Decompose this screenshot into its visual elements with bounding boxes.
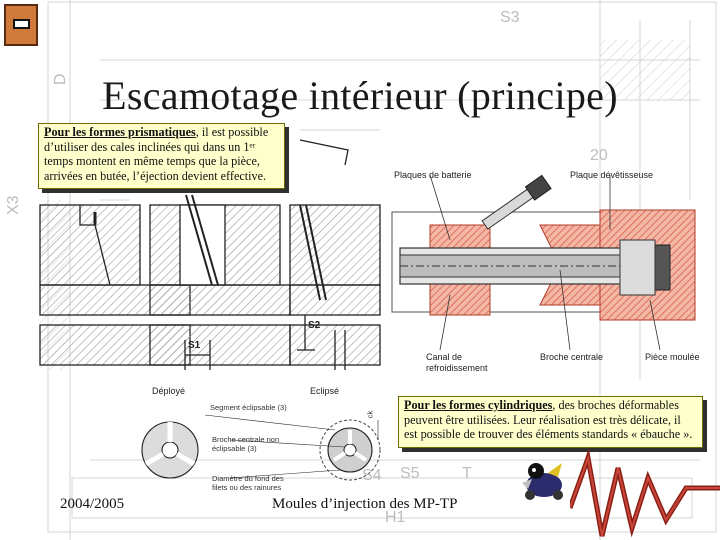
logo-icon [4,4,38,46]
bg-label-x3: X3 [5,195,22,215]
label-diametre-line1: Diamètre du fond des [212,474,284,483]
bg-label-d: D [52,73,69,85]
label-plaque-devetisseuse: Plaque dévêtisseuse [570,170,654,180]
label-canal-line1: Canal de [426,352,463,362]
label-piece-moulee: Pièce moulée [645,352,700,362]
label-s2: S2 [308,320,321,331]
zigzag-decoration [570,448,720,540]
footer-date: 2004/2005 [60,496,125,512]
label-segment: Segment éclipsable (3) [210,403,287,412]
label-broche-line1: Broche centrale non [212,435,280,444]
label-broche-centrale: Broche centrale [540,352,604,362]
label-broche-line2: éclipsable (3) [212,444,257,453]
bg-label-t: T [462,465,472,482]
label-canal-line2: refroidissement [426,363,488,373]
segment-cross-sections [142,415,380,480]
mascot-illustration [518,455,570,503]
callout-prismatic-text: , il est possible d’utiliser des cales inclinées qui dans un 1ᵉʳ temps montent en même temps que la pièce, arrivées en butée, l’éjection devient effective. [44,125,269,183]
label-plaques-batterie: Plaques de batterie [394,170,472,180]
label-eclipse: Eclipsé [310,386,340,396]
label-deploye: Déployé [152,386,186,396]
bg-label-h1: H1 [385,509,406,526]
callout-prismatic [38,123,285,189]
callout-prismatic-lead: Pour les formes prismatiques [44,125,196,139]
cylindrical-core-diagram [392,175,695,350]
label-ck: ck [365,410,375,419]
label-s1: S1 [188,340,201,351]
callout-cylindrical [398,396,703,448]
slide-title: Escamotage intérieur (principe) [102,73,618,118]
footer-course: Moules d’injection des MP-TP [272,496,458,512]
bg-label-20: 20 [590,147,608,164]
bg-label-s4: S4 [362,467,382,484]
label-diametre-line2: filets ou des rainures [212,483,282,492]
callout-cylindrical-lead: Pour les formes cylindriques [404,398,553,412]
bg-label-s5: S5 [400,465,420,482]
bg-label-s3: S3 [500,9,520,26]
callout-cylindrical-text: , des broches déformables peuvent être utilisées. Leur réalisation est très délicate, il est possible de trouver des éléments standards « ébauche ». [404,398,693,441]
